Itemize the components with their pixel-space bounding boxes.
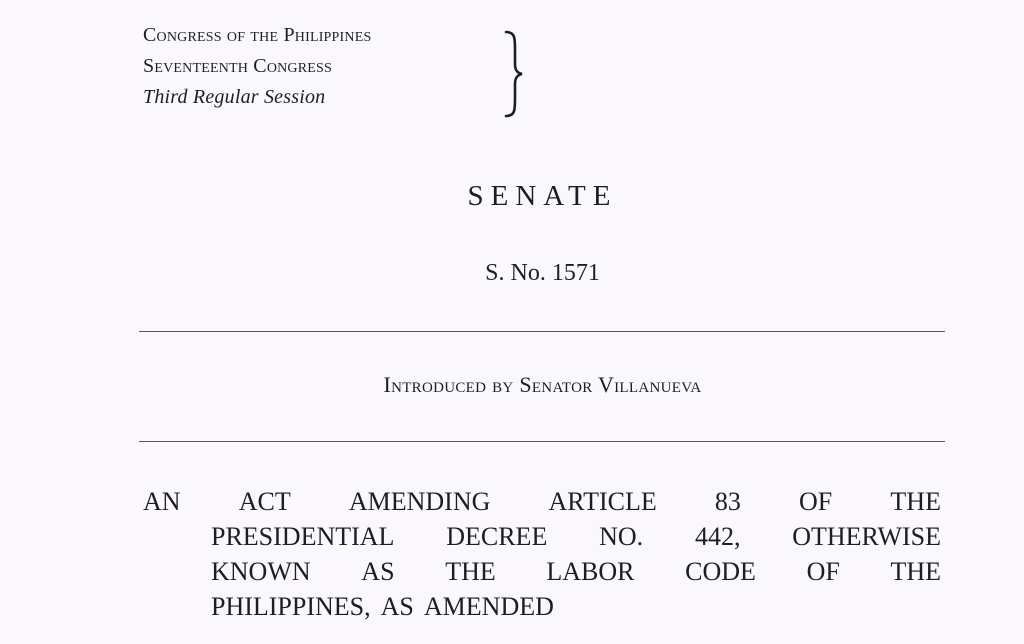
divider-top (139, 331, 945, 332)
title-word: KNOWN (211, 557, 311, 586)
chamber-title: SENATE (467, 180, 618, 212)
title-word: PHILIPPINES, (211, 592, 371, 621)
title-word: OF (806, 557, 840, 586)
title-line-4 (211, 589, 941, 624)
title-word: LABOR (546, 557, 635, 586)
title-word: THE (445, 557, 496, 586)
bill-header (143, 20, 483, 113)
title-word: OTHERWISE (792, 522, 941, 551)
title-word: AS (361, 557, 395, 586)
title-word: NO. (599, 522, 644, 551)
title-word: ARTICLE (548, 487, 657, 516)
title-word: 442, (694, 522, 741, 551)
title-word: 83 (714, 487, 741, 516)
introduced-by: Introduced by Senator Villanueva (383, 372, 702, 397)
title-line-2 (211, 519, 941, 554)
title-line-3 (211, 554, 941, 589)
title-word: AMENDING (348, 487, 491, 516)
title-word: PRESIDENTIAL (211, 522, 395, 551)
title-word: ACT (238, 487, 291, 516)
divider-bottom (139, 441, 945, 442)
session-name: Third Regular Session (143, 86, 326, 108)
bill-title (143, 484, 941, 624)
curly-brace-icon (500, 28, 530, 120)
title-word: THE (890, 487, 941, 516)
title-word: THE (890, 557, 941, 586)
title-word: AS (380, 592, 414, 621)
title-word: AN (143, 487, 181, 516)
congress-number: Seventeenth Congress (143, 55, 333, 77)
congress-name: Congress of the Philippines (143, 24, 372, 46)
bill-number: S. No. 1571 (485, 260, 600, 286)
title-word: AMENDED (423, 592, 554, 621)
title-word: OF (799, 487, 833, 516)
title-word: CODE (685, 557, 756, 586)
title-line-1 (143, 484, 941, 519)
title-word: DECREE (446, 522, 548, 551)
